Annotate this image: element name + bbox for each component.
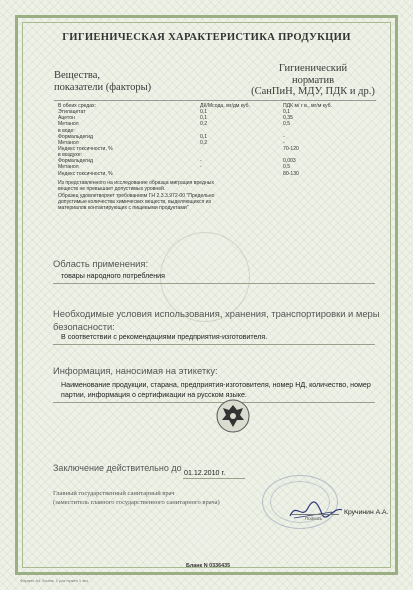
conditions-label-line: безопасности:	[53, 320, 115, 332]
document-title: ГИГИЕНИЧЕСКАЯ ХАРАКТЕРИСТИКА ПРОДУКЦИИ	[62, 32, 351, 43]
signature-caption: Подпись	[305, 516, 323, 521]
norm-header-line: (СанПиН, МДУ, ПДК и др.)	[251, 86, 375, 97]
norm-header-line: Гигиенический	[278, 63, 348, 74]
row-value: -	[200, 164, 202, 171]
label-info-line: Наименование продукции, старана, предприятия-изготовителя, номер НД, количество, номер	[61, 381, 371, 389]
row-norm: -	[283, 139, 285, 146]
norm-header-line: норматив	[291, 74, 335, 86]
validity-date: 01.12.2010 г.	[184, 469, 226, 477]
row-value: 0,1	[200, 115, 208, 122]
conditions-label-line: Необходимые условия использования, хранения, транспортировки и меры	[53, 308, 380, 319]
row-name: в воздухе:	[58, 152, 83, 159]
row-name: Метанол	[58, 139, 79, 146]
row-name: Ацетон	[58, 115, 75, 122]
row-name: В обеих средах:	[58, 103, 97, 109]
label-info-line: партии, информация о сертификации на русском языке.	[61, 390, 247, 399]
note-line: материалов контактирующих с пищевыми продуктами"	[58, 205, 189, 212]
validity-underline	[183, 478, 245, 479]
row-name: Метанол	[58, 164, 79, 171]
signature-line	[291, 514, 339, 515]
substances-header-line: Вещества,	[54, 70, 101, 81]
row-norm: ПДК м/ г в., мг/м куб.	[283, 103, 332, 109]
signatory-name: Кручинин А.А.	[344, 509, 389, 516]
row-name: Индекс токсичности, %	[58, 170, 113, 177]
application-value: товары народного потребления	[61, 272, 165, 280]
row-norm: 80-130	[283, 170, 299, 177]
row-name: Формальдегид	[58, 158, 93, 165]
row-value: ДК/Мсода, мг/дм куб.	[200, 103, 250, 109]
row-norm: 0,5	[283, 121, 291, 128]
row-norm: 0,1	[283, 109, 291, 116]
note-line: веществ не превышает допустимых уровней.	[58, 186, 166, 193]
row-value: 0,1	[200, 109, 208, 116]
row-value: 0,2	[200, 121, 208, 128]
substances-header-line: показатели (факторы)	[54, 81, 152, 93]
blank-number: Бланк N 0336435	[186, 563, 231, 569]
signatory-line: (заместитель главного государственного санитарного врача)	[53, 499, 220, 506]
validity-label: Заключение действительно до	[53, 463, 182, 473]
row-name: Этилацетат	[58, 109, 86, 116]
application-label: Область применения:	[53, 258, 149, 269]
conditions-value: В соответствии с рекомендациями предприятия-изготовителя.	[61, 333, 268, 341]
row-name: в воде:	[58, 127, 75, 134]
note-line: допустимые количества химических веществ, выделяющихся из	[58, 199, 211, 206]
migration-note	[58, 180, 248, 192]
row-norm: -	[283, 133, 285, 140]
row-name: Индекс токсичности, %	[58, 145, 113, 152]
note-line: Образец удовлетворяет требованиям ГН 2.3.3.972-00 "Предельно	[58, 193, 215, 199]
note-line: Из представленного на исследование образца миграция вредных	[58, 180, 215, 186]
row-value: 0,1	[200, 133, 208, 140]
row-value: -	[200, 158, 202, 165]
label-info-label: Информация, наносимая на этикетку:	[53, 365, 218, 376]
row-norm: 0,5	[283, 164, 291, 171]
application-underline	[53, 283, 375, 284]
row-name: Метанол	[58, 121, 79, 128]
signatory-line: Главный государственный санитарный врач	[53, 490, 175, 497]
row-norm: 70-120	[283, 145, 299, 152]
print-format-note: Формат А4. Бланк. 1 раз нужен 1 экз.	[20, 578, 90, 583]
conditions-label	[53, 308, 383, 333]
substances-header	[54, 70, 151, 93]
double-headed-eagle-emblem	[216, 398, 250, 434]
row-norm: 0,003	[283, 158, 296, 165]
label-info-underline	[53, 402, 375, 403]
signatory-title	[53, 489, 220, 507]
conditions-underline	[53, 344, 375, 345]
row-name: Формальдегид	[58, 133, 93, 140]
row-norm: 0,35	[283, 115, 293, 122]
compliance-note	[58, 193, 248, 211]
norm-header	[248, 63, 378, 98]
row-value: 0,2	[200, 139, 208, 146]
header-divider	[54, 100, 376, 101]
